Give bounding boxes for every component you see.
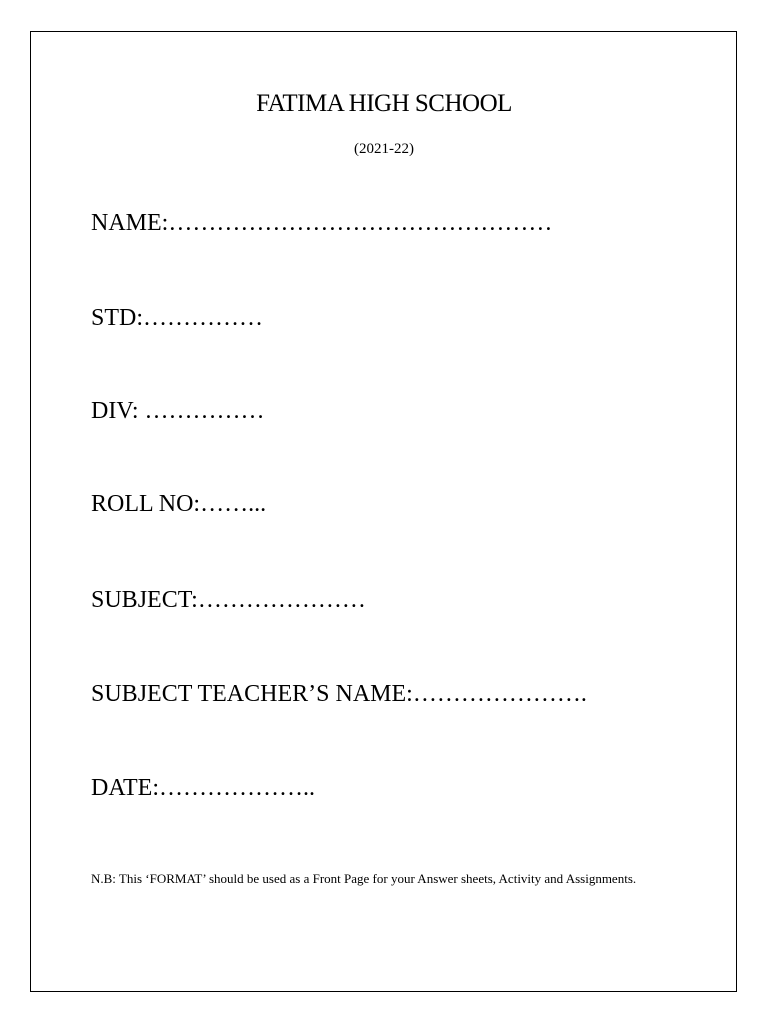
date-field: DATE:……………….. bbox=[91, 775, 315, 801]
roll-no-field: ROLL NO:……... bbox=[91, 491, 267, 517]
subject-field: SUBJECT:………………… bbox=[91, 587, 366, 613]
academic-year: (2021-22) bbox=[354, 141, 414, 157]
name-field: NAME:………………………………………… bbox=[91, 210, 553, 236]
school-name: FATIMA HIGH SCHOOL bbox=[256, 90, 512, 117]
div-field: DIV: …………… bbox=[91, 398, 265, 424]
note-text: N.B: This ‘FORMAT’ should be used as a Front Page for your Answer sheets, Activity and Assignments. bbox=[91, 871, 637, 886]
std-field: STD:…………… bbox=[91, 305, 264, 331]
subject-teacher-name-field: SUBJECT TEACHER’S NAME:…………………. bbox=[91, 681, 587, 707]
